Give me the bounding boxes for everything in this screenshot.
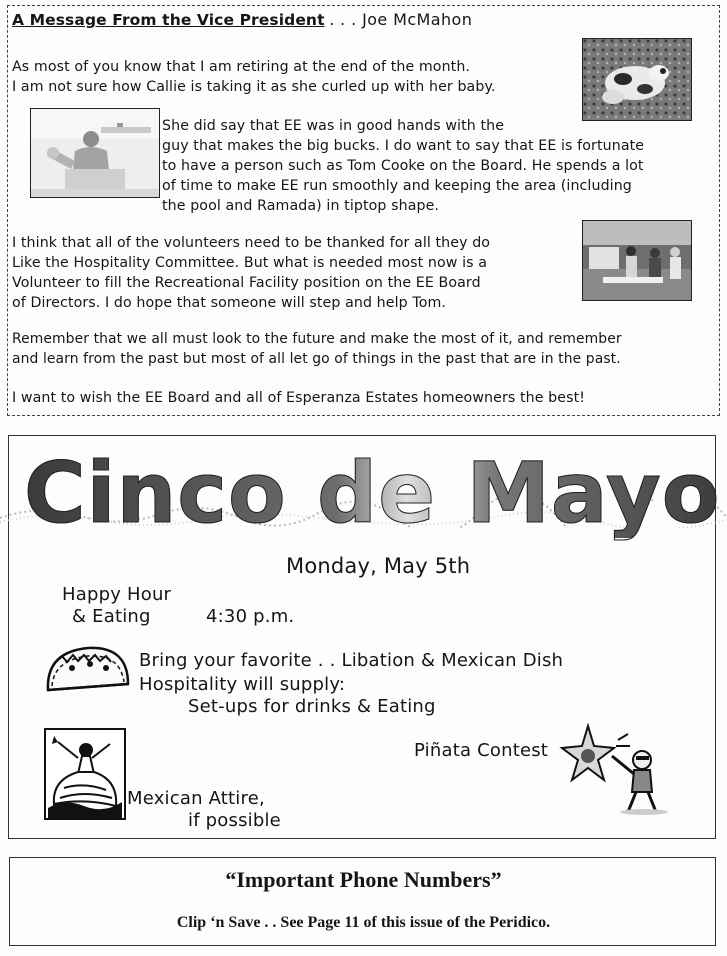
phone-numbers-note: Clip ‘n Save . . See Page 11 of this issue of the Peridico.	[176, 914, 551, 931]
eating-label: & Eating	[72, 606, 151, 627]
vp-line-3: She did say that EE was in good hands with the	[162, 118, 505, 134]
vp-line-1: As most of you know that I am retiring at the end of the month.	[12, 59, 471, 75]
vp-line-10: Volunteer to fill the Recreational Facility position on the EE Board	[12, 275, 481, 291]
pinata-contest-label: Piñata Contest	[414, 740, 549, 761]
vp-line-2: I am not sure how Callie is taking it as she curled up with her baby.	[12, 79, 496, 95]
event-time: 4:30 p.m.	[206, 606, 295, 627]
vp-message-author: . . . Joe McMahon	[329, 10, 473, 29]
vp-line-6: of time to make EE run smoothly and keeping the area (including	[162, 178, 632, 194]
event-title: Cinco de Mayo	[24, 444, 721, 542]
cat-with-kitten-photo	[582, 38, 692, 121]
event-date: Monday, May 5th	[286, 554, 471, 578]
vp-line-5: to have a person such as Tom Cooke on the Board. He spends a lot	[162, 158, 644, 174]
vp-line-7: the pool and Ramada) in tiptop shape.	[162, 198, 440, 214]
pinata-kid-icon	[558, 720, 674, 816]
vp-message-title: A Message From the Vice President	[12, 11, 325, 29]
taco-icon	[42, 640, 134, 698]
vp-line-11: of Directors. I do hope that someone will step and help Tom.	[12, 295, 447, 311]
phone-numbers-title: “Important Phone Numbers”	[225, 867, 502, 892]
vp-line-13: and learn from the past but most of all let go of things in the past that are in the past.	[12, 351, 621, 367]
vp-line-8: I think that all of the volunteers need to be thanked for all they do	[12, 235, 491, 251]
attire-line-1: Mexican Attire,	[127, 788, 265, 809]
vp-line-14: I want to wish the EE Board and all of Esperanza Estates homeowners the best!	[12, 390, 586, 406]
bring-favorite-text: Bring your favorite . . Libation & Mexican Dish	[139, 650, 564, 671]
setups-text: Set-ups for drinks & Eating	[188, 696, 436, 717]
hospitality-supply-text: Hospitality will supply:	[139, 674, 346, 695]
volunteers-at-ramada-photo	[582, 220, 692, 301]
man-at-pool-photo	[30, 108, 160, 198]
vp-message-heading	[12, 10, 472, 31]
attire-line-2: if possible	[188, 810, 281, 831]
folklorico-dancer-icon	[44, 728, 126, 820]
happy-hour-label: Happy Hour	[62, 584, 172, 605]
vp-line-12: Remember that we all must look to the future and make the most of it, and remember	[12, 331, 622, 347]
vp-line-4: guy that makes the big bucks. I do want to say that EE is fortunate	[162, 138, 645, 154]
vp-line-9: Like the Hospitality Committee. But what is needed most now is a	[12, 255, 488, 271]
